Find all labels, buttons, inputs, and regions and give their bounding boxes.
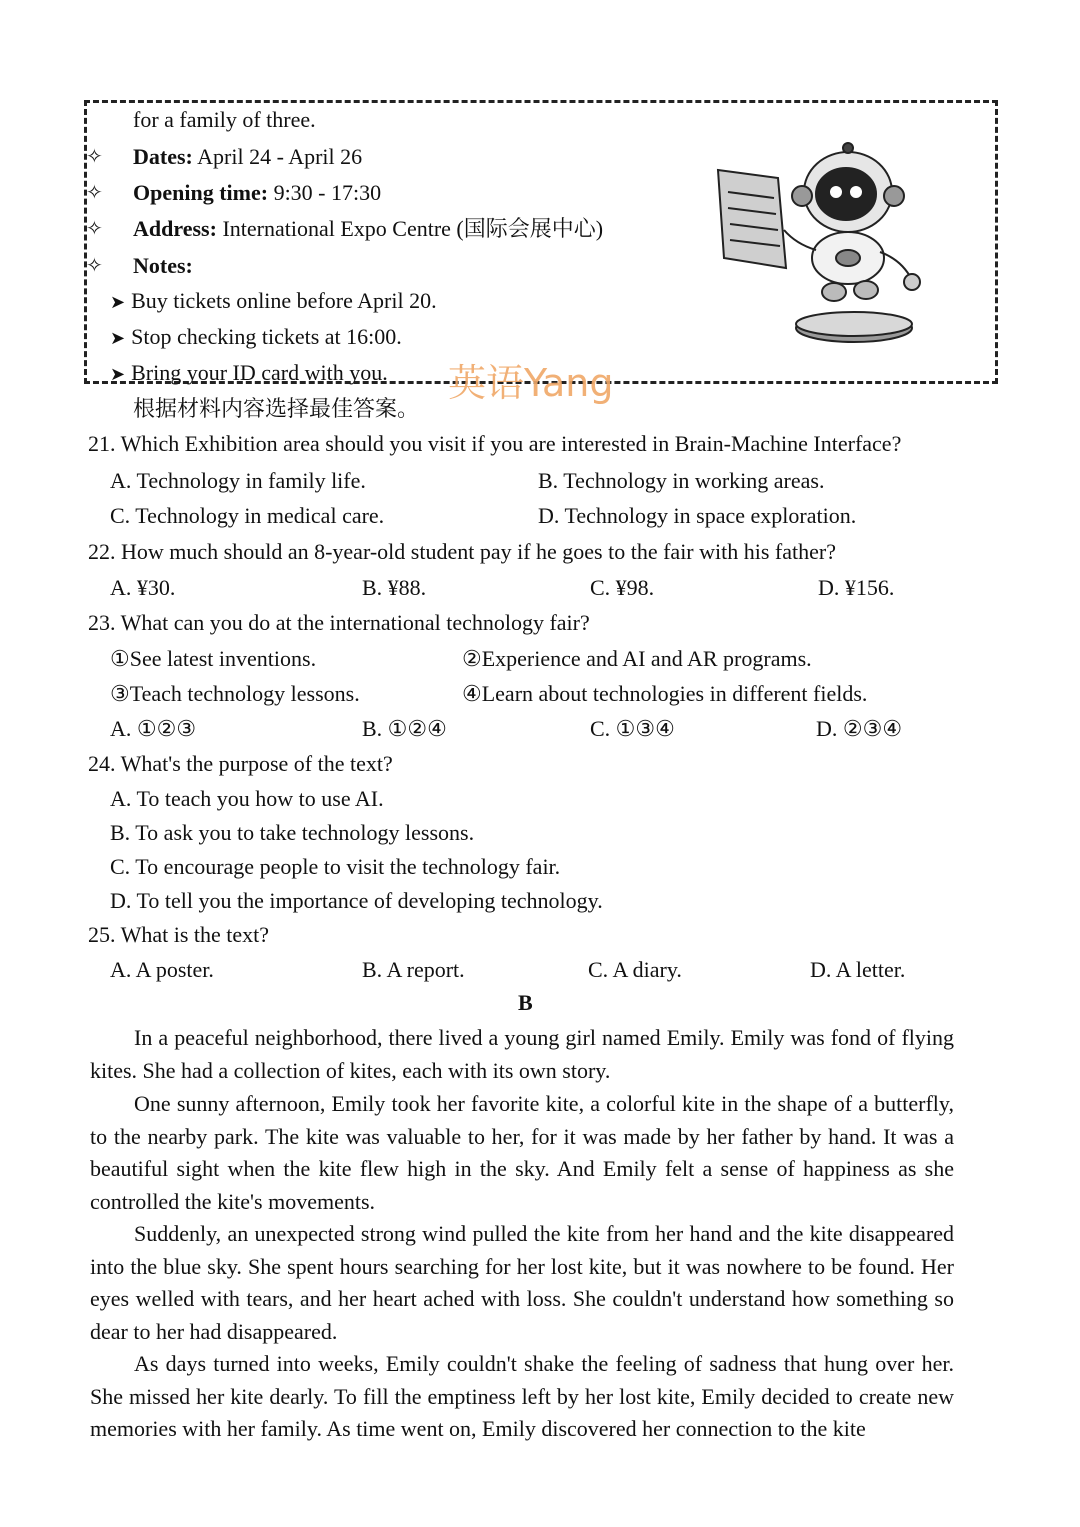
opening-value: 9:30 - 17:30	[273, 180, 382, 205]
poster-intro-tail: for a family of three.	[133, 107, 316, 132]
dates-label: Dates:	[133, 144, 193, 169]
option: B. ¥88.	[362, 575, 427, 600]
option: B. ①②④	[362, 716, 447, 741]
option: C. ①③④	[590, 716, 675, 741]
notes-label: Notes:	[133, 253, 193, 278]
dates-value: April 24 - April 26	[197, 144, 363, 169]
option: D. Technology in space exploration.	[538, 503, 857, 528]
note-item: ➤ Buy tickets online before April 20.	[110, 288, 437, 313]
bullet-icon: ✧	[86, 255, 103, 277]
question-stem: 21. Which Exhibition area should you visit if you are interested in Brain-Machine Interface?	[88, 431, 902, 456]
question-stem: 22. How much should an 8-year-old student pay if he goes to the fair with his father?	[88, 539, 836, 564]
watermark: 英语Yang	[448, 361, 614, 405]
arrow-icon: ➤	[110, 292, 126, 313]
option: B. A report.	[362, 957, 465, 982]
option: D. A letter.	[810, 957, 906, 982]
question-stem: 24. What's the purpose of the text?	[88, 751, 393, 776]
statement-item: ③Teach technology lessons.	[110, 681, 360, 706]
option: B. To ask you to take technology lessons.	[110, 820, 475, 845]
option: A. ①②③	[110, 716, 197, 741]
note-item: ➤ Stop checking tickets at 16:00.	[110, 324, 402, 349]
option: B. Technology in working areas.	[538, 468, 825, 493]
option: D. To tell you the importance of developing technology.	[110, 888, 603, 913]
option: D. ②③④	[816, 716, 903, 741]
instruction: 根据材料内容选择最佳答案。	[133, 396, 420, 421]
poster-dates	[133, 143, 362, 171]
opening-label: Opening time:	[133, 180, 269, 205]
option: C. To encourage people to visit the technology fair.	[110, 854, 561, 879]
passage-paragraph: As days turned into weeks, Emily couldn't shake the feeling of sadness that hung over her. She missed her kite dearly. To fill the emptiness left by her lost kite, Emily decided to create new memories with her family. As time went on, Emily discovered her connection to the kite	[90, 1351, 954, 1441]
option: C. A diary.	[588, 957, 682, 982]
option: A. To teach you how to use AI.	[110, 786, 384, 811]
passage-paragraph: In a peaceful neighborhood, there lived a young girl named Emily. Emily was fond of flying kites. She had a collection of kites, each with its own story.	[90, 1025, 954, 1083]
passage-paragraph: Suddenly, an unexpected strong wind pulled the kite from her hand and the kite disappeared into the blue sky. She spent hours searching for her lost kite, but it was nowhere to be found. Her eyes welled with tears, and her heart ached with loss. She couldn't understand how something so dear to her had disappeared.	[90, 1221, 954, 1344]
robot-illustration-icon	[716, 140, 926, 350]
bullet-icon: ✧	[86, 182, 103, 204]
option: A. Technology in family life.	[110, 468, 366, 493]
address-label: Address:	[133, 216, 217, 241]
statement-item: ①See latest inventions.	[110, 646, 317, 671]
passage-paragraph: One sunny afternoon, Emily took her favorite kite, a colorful kite in the shape of a butterfly, to the nearby park. The kite was valuable to her, for it was made by her father by hand. It was a beautiful sight when the kite flew high in the sky. And Emily felt a sense of happiness as she controlled the kite's movements.	[90, 1091, 954, 1214]
poster-opening-time	[133, 179, 381, 207]
statement-item: ②Experience and AI and AR programs.	[462, 646, 812, 671]
arrow-icon: ➤	[110, 364, 126, 385]
address-value: International Expo Centre (国际会展中心)	[222, 216, 604, 241]
option: C. ¥98.	[590, 575, 655, 600]
bullet-icon: ✧	[86, 146, 103, 168]
bullet-icon: ✧	[86, 218, 103, 240]
question-stem: 23. What can you do at the international technology fair?	[88, 610, 590, 635]
option: A. ¥30.	[110, 575, 176, 600]
question-stem: 25. What is the text?	[88, 922, 270, 947]
section-heading: B	[518, 990, 533, 1015]
statement-item: ④Learn about technologies in different fields.	[462, 681, 868, 706]
option: A. A poster.	[110, 957, 214, 982]
note-item: ➤ Bring your ID card with you.	[110, 360, 388, 385]
option: D. ¥156.	[818, 575, 895, 600]
arrow-icon: ➤	[110, 328, 126, 349]
poster-address	[133, 215, 603, 243]
option: C. Technology in medical care.	[110, 503, 385, 528]
